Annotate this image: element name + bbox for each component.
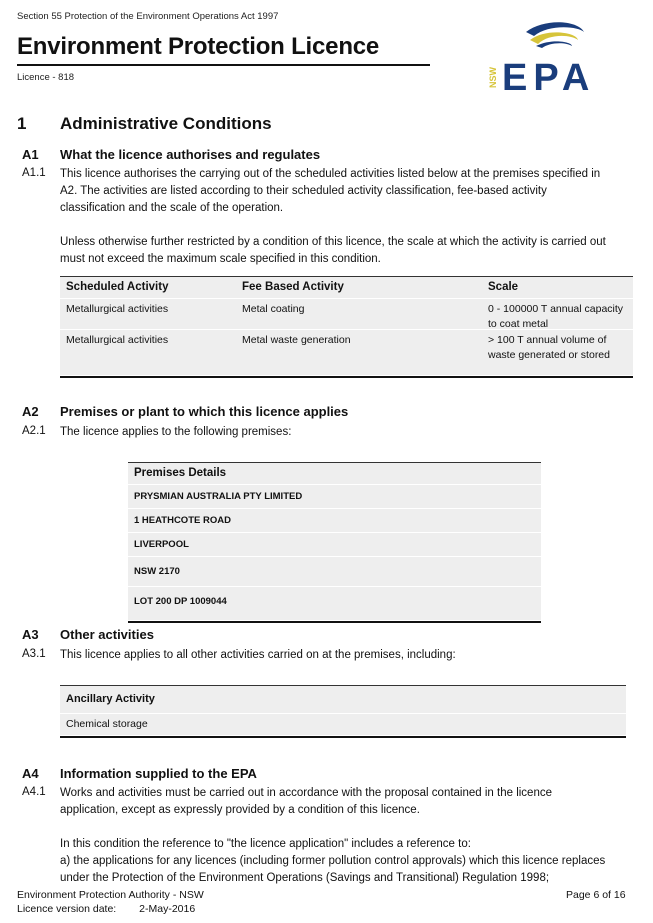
table-cell: Metallurgical activities <box>66 334 169 346</box>
section-title: Administrative Conditions <box>60 114 272 133</box>
a1-heading: What the licence authorises and regulates <box>60 147 321 162</box>
column-header: Scheduled Activity <box>66 281 169 293</box>
table-row <box>128 509 541 533</box>
table-row <box>128 533 541 557</box>
ancillary-activity-table <box>60 685 626 738</box>
epa-swoosh-icon <box>486 18 626 98</box>
version-label: Licence version date: <box>17 903 117 915</box>
footer-authority: Environment Protection Authority - NSW <box>17 889 204 901</box>
page-number: Page 6 of 16 <box>566 889 626 901</box>
a1-1-text <box>60 166 608 268</box>
column-header: Scale <box>488 281 519 293</box>
epa-logo <box>486 18 626 98</box>
table-header-row <box>128 463 541 485</box>
page-title: Environment Protection Licence <box>17 33 380 60</box>
column-header: Ancillary Activity <box>66 693 155 705</box>
a4-1-paragraph-1: Works and activities must be carried out in accordance with the proposal contained in the licence application, except as expressly provided by a condition of this licence. <box>60 787 552 816</box>
epa-wordmark: EPA <box>502 57 596 98</box>
licence-number: Licence - 818 <box>17 72 75 83</box>
footer-version <box>17 903 195 915</box>
table-cell: LOT 200 DP 1009044 <box>134 596 227 607</box>
table-cell: Metal coating <box>242 303 305 315</box>
a3-1-number: A3.1 <box>22 648 46 660</box>
table-cell: Chemical storage <box>66 718 148 730</box>
table-cell: LIVERPOOL <box>134 539 189 550</box>
table-cell: NSW 2170 <box>134 566 180 577</box>
a4-1-text <box>60 785 630 887</box>
a1-1-number: A1.1 <box>22 167 46 179</box>
a1-1-paragraph-1: This licence authorises the carrying out of the scheduled activities listed below at the premises specified in A2. The activities are listed according to their scheduled activity classification, fee-based activity classification and the scale of the operation. <box>60 168 601 214</box>
column-header: Fee Based Activity <box>242 281 344 293</box>
a4-1-paragraph-3: a) the applications for any licences (including former pollution control approvals) which this licence replaces under the Protection of the Environment Operations (Savings and Transitional) Regulation 1998; <box>60 855 606 884</box>
a4-1-paragraph-2: In this condition the reference to "the licence application" includes a reference to: <box>60 838 471 850</box>
a1-number: A1 <box>22 147 39 162</box>
version-date: 2-May-2016 <box>139 903 196 915</box>
scheduled-activity-table <box>60 276 633 378</box>
a2-1-number: A2.1 <box>22 425 46 437</box>
table-cell: 1 HEATHCOTE ROAD <box>134 515 231 526</box>
table-cell: Metal waste generation <box>242 334 351 346</box>
table-header-row <box>60 686 626 714</box>
a4-heading: Information supplied to the EPA <box>60 766 257 781</box>
table-row <box>128 587 541 621</box>
table-row <box>128 485 541 509</box>
a4-number: A4 <box>22 766 39 781</box>
act-reference: Section 55 Protection of the Environment Operations Act 1997 <box>17 11 279 22</box>
a3-heading: Other activities <box>60 627 154 642</box>
table-cell: > 100 T annual volume of waste generated or stored <box>488 334 610 361</box>
a3-1-text: This licence applies to all other activities carried on at the premises, including: <box>60 649 456 661</box>
a2-1-text: The licence applies to the following premises: <box>60 426 292 438</box>
table-row <box>60 330 633 376</box>
a3-number: A3 <box>22 627 39 642</box>
title-divider <box>17 64 430 66</box>
section-number: 1 <box>17 114 27 133</box>
premises-table <box>128 462 541 623</box>
table-row <box>60 299 633 330</box>
table-cell: PRYSMIAN AUSTRALIA PTY LIMITED <box>134 491 303 502</box>
table-row <box>128 557 541 587</box>
a2-number: A2 <box>22 404 39 419</box>
table-cell: Metallurgical activities <box>66 303 169 315</box>
nsw-state-label: NSW <box>488 67 498 88</box>
a4-1-number: A4.1 <box>22 786 46 798</box>
table-cell: 0 - 100000 T annual capacity to coat metal <box>488 303 624 330</box>
column-header: Premises Details <box>134 467 227 479</box>
table-row <box>60 714 626 736</box>
table-header-row <box>60 277 633 299</box>
a1-1-paragraph-2: Unless otherwise further restricted by a condition of this licence, the scale at which the activity is carried out must not exceed the maximum scale specified in this condition. <box>60 236 606 265</box>
a2-heading: Premises or plant to which this licence applies <box>60 404 349 419</box>
